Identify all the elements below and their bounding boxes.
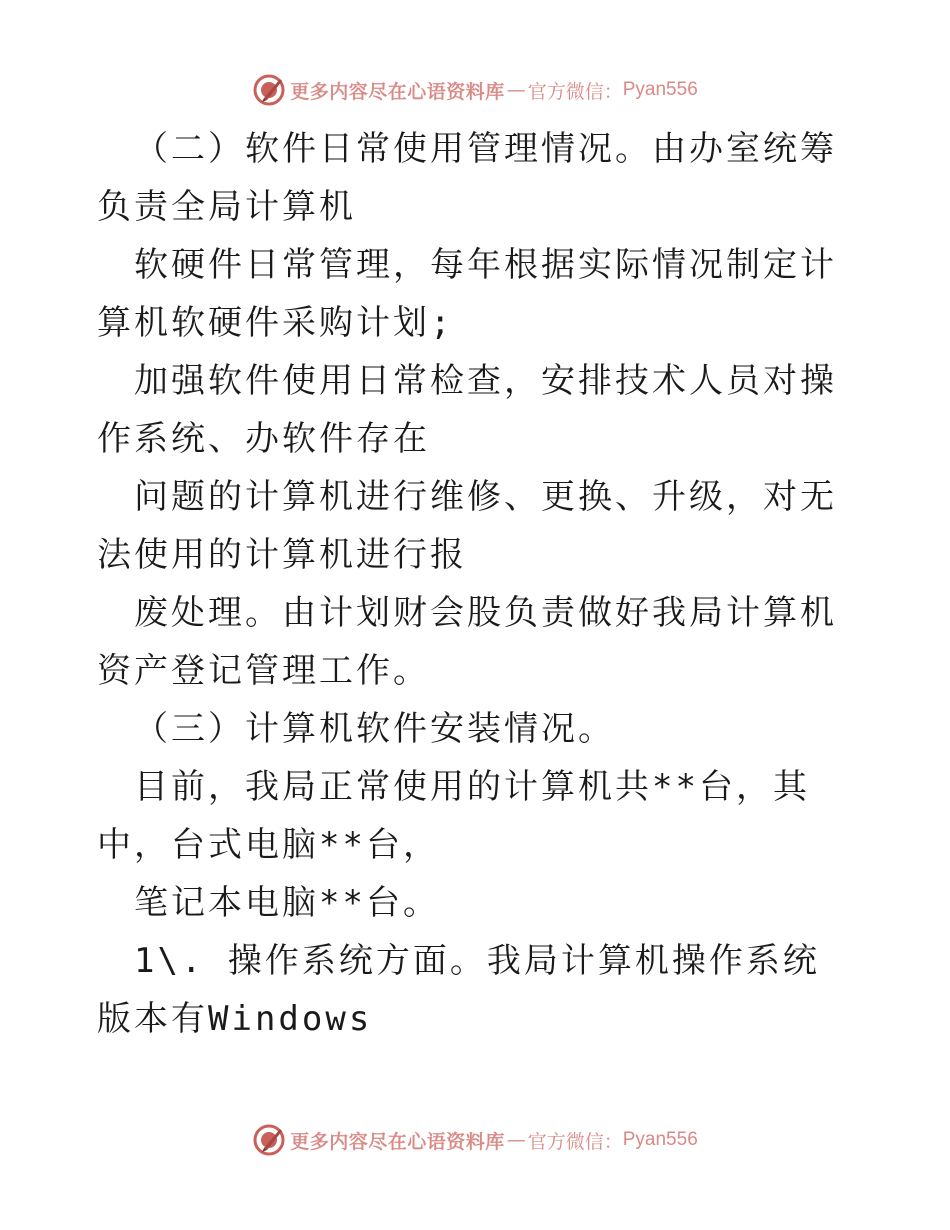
banner-text: 更多内容尽在心语资料库	[290, 80, 505, 103]
banner-text: 更多内容尽在心语资料库	[290, 1130, 505, 1153]
paragraph: 问题的计算机进行维修、更换、升级，对无法使用的计算机进行报	[97, 477, 837, 575]
banner-separator: —	[506, 79, 526, 101]
banner-wechat-id: Pyan556	[622, 79, 698, 100]
footer-watermark	[0, 1120, 950, 1160]
paragraph: 笔记本电脑**台。	[134, 883, 440, 923]
banner-wechat-label: 官方微信：	[527, 80, 623, 103]
paragraph: 1\. 操作系统方面。我局计算机操作系统版本有Windows	[97, 941, 820, 1039]
paragraph: 加强软件使用日常检查，安排技术人员对操作系统、办软件存在	[97, 361, 837, 459]
paragraph: 软硬件日常管理，每年根据实际情况制定计算机软硬件采购计划;	[97, 245, 837, 343]
banner-wechat-id: Pyan556	[622, 1129, 698, 1150]
pen-logo-icon	[252, 73, 286, 107]
paragraph: 废处理。由计划财会股负责做好我局计算机资产登记管理工作。	[97, 593, 837, 691]
pen-logo-icon	[252, 1123, 286, 1157]
document-body	[97, 120, 852, 1048]
banner-wechat-label: 官方微信：	[527, 1130, 623, 1153]
header-watermark	[0, 70, 950, 110]
banner-separator: —	[506, 1129, 526, 1151]
paragraph: （三）计算机软件安装情况。	[134, 709, 615, 749]
paragraph: 目前，我局正常使用的计算机共**台，其中，台式电脑**台，	[97, 767, 810, 865]
paragraph: （二）软件日常使用管理情况。由办室统筹负责全局计算机	[97, 129, 837, 227]
